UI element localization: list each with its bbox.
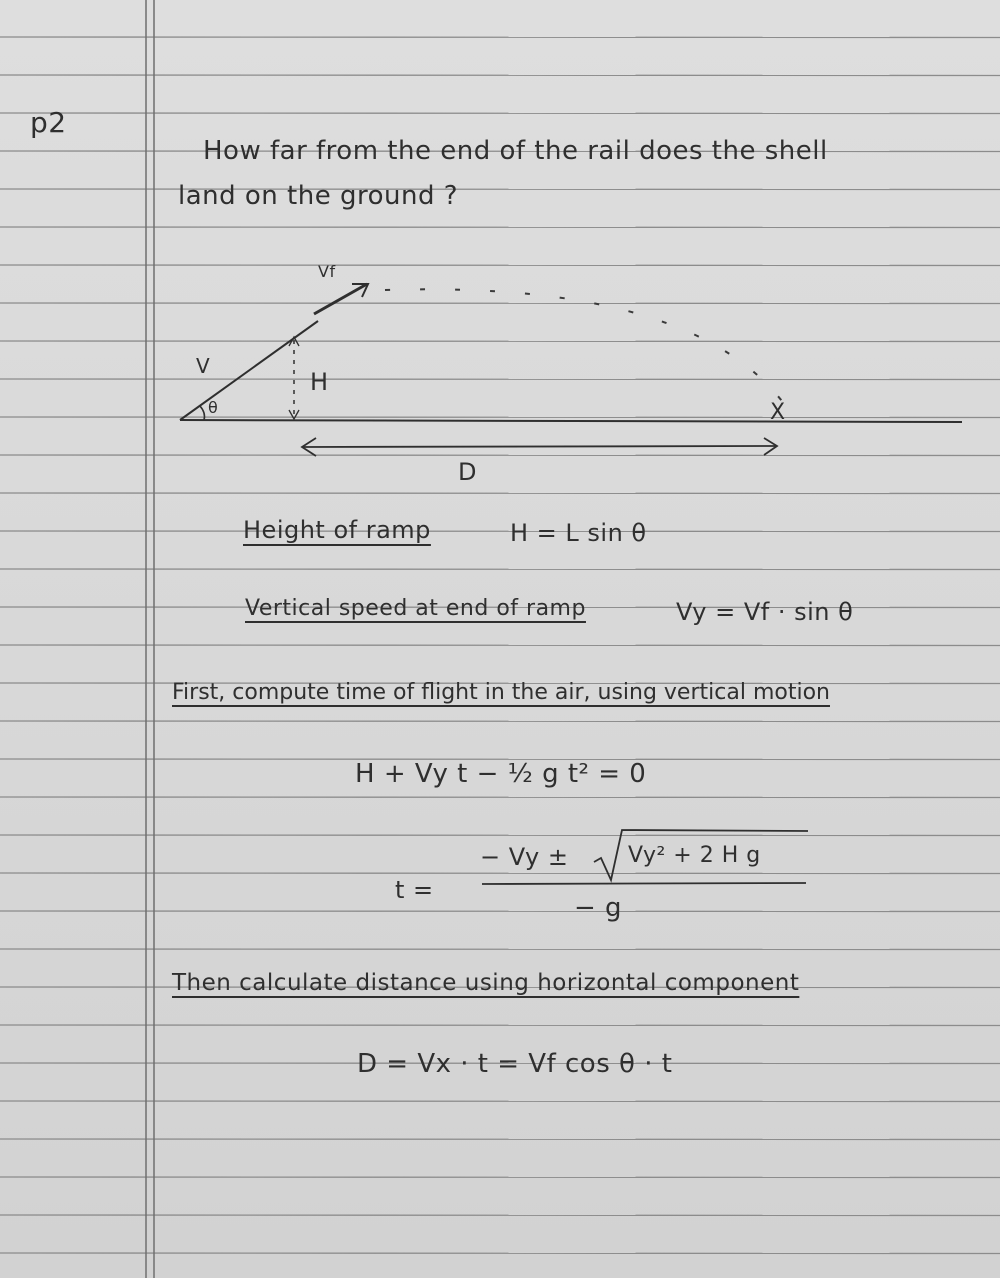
- label-theta: θ: [208, 398, 219, 417]
- label-h: H: [310, 368, 329, 396]
- step-two-text: Then calculate distance using horizontal component: [172, 970, 800, 996]
- question-line-2: land on the ground ?: [178, 181, 459, 211]
- fraction-bar: [482, 883, 806, 884]
- quadratic-numerator-left: − Vy ±: [480, 843, 569, 871]
- label-v: V: [196, 354, 211, 378]
- quadratic-lhs: t =: [395, 876, 434, 904]
- quadratic-denominator: − g: [574, 893, 623, 923]
- vertical-speed-label: Vertical speed at end of ramp: [245, 596, 586, 621]
- page-label: p2: [30, 106, 67, 139]
- motion-equation: H + Vy t − ½ g t² = 0: [355, 759, 647, 789]
- step-one-text: First, compute time of flight in the air, using vertical motion: [172, 680, 830, 705]
- height-of-ramp-label: Height of ramp: [243, 516, 431, 544]
- label-landing-x: X: [770, 400, 786, 425]
- distance-equation: D = Vx · t = Vf cos θ · t: [357, 1049, 673, 1079]
- vertical-speed-equation: Vy = Vf · sin θ: [676, 598, 854, 626]
- label-vf: Vf: [318, 262, 336, 281]
- label-d: D: [458, 458, 477, 486]
- height-of-ramp-equation: H = L sin θ: [510, 519, 647, 547]
- quadratic-radicand: Vy² + 2 H g: [628, 843, 761, 868]
- question-line-1: How far from the end of the rail does the shell: [203, 136, 828, 166]
